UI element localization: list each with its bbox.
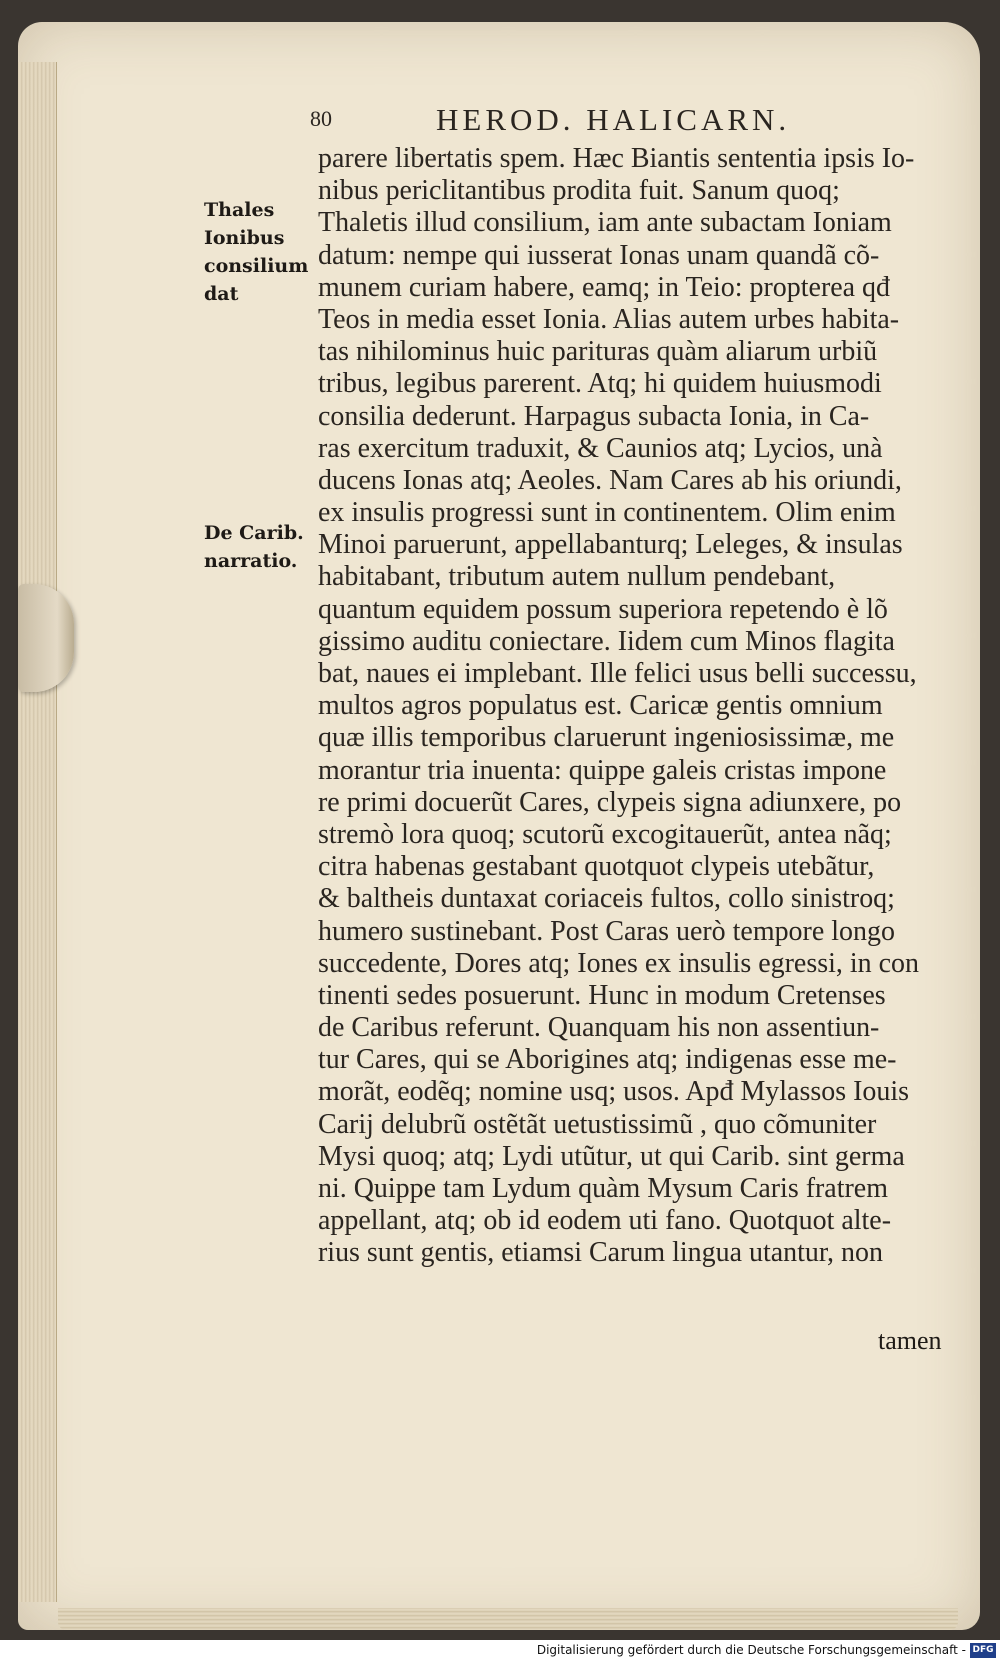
text-line: de Caribus referunt. Quanquam his non assentiun- xyxy=(318,1012,880,1044)
text-line: rius sunt gentis, etiamsi Carum lingua utantur, non xyxy=(318,1237,883,1269)
text-line: ni. Quippe tam Lydum quàm Mysum Caris fratrem xyxy=(318,1173,888,1204)
page-edges xyxy=(18,62,57,1602)
text-line: munem curiam habere, eamq; in Teio: propterea qđ xyxy=(318,271,891,303)
text-line: datum: nempe qui iusserat Ionas unam quandã cõ- xyxy=(318,239,880,271)
margin-note-thales: Thales Ionibus consilium dat xyxy=(204,199,309,305)
text-line: gissimo auditu coniectare. Iidem cum Minos flagita xyxy=(318,625,895,657)
text-line: Mysi quoq; atq; Lydi utũtur, ut qui Carib. sint germa xyxy=(318,1140,905,1172)
text-line: quæ illis temporibus claruerunt ingeniosissimæ, me xyxy=(318,722,895,754)
text-line: Teos in media esset Ionia. Alias autem urbes habita- xyxy=(318,303,900,335)
body-text xyxy=(318,143,958,1270)
text-line: tinenti sedes posuerunt. Hunc in modum Cretenses xyxy=(318,979,886,1011)
text-line: re primi docuerũt Cares, clypeis signa adiunxere, po xyxy=(318,786,902,818)
catchword: tamen xyxy=(878,1326,942,1355)
text-line: bat, naues ei implebant. Ille felici usus belli successu, xyxy=(318,658,917,689)
text-line: ex insulis progressi sunt in continentem. Olim enim xyxy=(318,497,896,529)
text-line: tribus, legibus parerent. Atq; hi quidem huiusmodi xyxy=(318,368,882,400)
text-line: Carij delubrũ ostẽtãt uetustissimũ , quo cõmuniter xyxy=(318,1108,877,1140)
text-line: ducens Ionas atq; Aeoles. Nam Cares ab his oriundi, xyxy=(318,464,902,496)
text-line: ras exercitum traduxit, & Caunios atq; Lycios, unà xyxy=(318,432,883,464)
digitization-footer xyxy=(0,1640,1000,1663)
text-line: consilia dederunt. Harpagus subacta Ionia, in Ca- xyxy=(318,400,870,432)
text-line: tur Cares, qui se Aborigines atq; indigenas esse me- xyxy=(318,1044,897,1076)
text-line: multos agros populatus est. Caricæ gentis omnium xyxy=(318,690,883,722)
text-line: nibus periclitantibus prodita fuit. Sanum quoq; xyxy=(318,175,840,207)
dfg-logo: DFG xyxy=(970,1643,996,1658)
text-line: & baltheis duntaxat coriaceis fultos, collo sinistroq; xyxy=(318,883,895,915)
footer-credit: Digitalisierung gefördert durch die Deutsche Forschungsgemeinschaft - xyxy=(536,1643,966,1657)
text-line: humero sustinebant. Post Caras uerò tempore longo xyxy=(318,915,895,947)
text-line: parere libertatis spem. Hæc Biantis sententia ipsis Io- xyxy=(318,143,915,174)
text-line: citra habenas gestabant quotquot clypeis utebãtur, xyxy=(318,851,875,883)
text-line: habitabant, tributum autem nullum pendebant, xyxy=(318,561,836,593)
text-line: Minoi paruerunt, appellabanturq; Leleges, & insulas xyxy=(318,529,903,561)
text-line: tas nihilominus huic parituras quàm aliarum urbiũ xyxy=(318,336,878,368)
book-clasp xyxy=(18,584,74,692)
text-line: stremò lora quoq; scutorũ excogitauerũt, antea nãq; xyxy=(318,818,892,850)
running-title: HEROD. HALICARN. xyxy=(436,102,791,137)
text-line: morantur tria inuenta: quippe galeis cristas impone xyxy=(318,754,887,786)
text-line: Thaletis illud consilium, iam ante subactam Ioniam xyxy=(318,207,892,239)
page-bottom-edge xyxy=(58,1608,958,1630)
text-line: appellant, atq; ob id eodem uti fano. Quotquot alte- xyxy=(318,1205,892,1237)
margin-note-carib: De Carib. narratio. xyxy=(204,522,304,572)
text-line: succedente, Dores atq; Iones ex insulis egressi, in con xyxy=(318,947,919,979)
folio-number: 80 xyxy=(310,106,332,131)
text-line: morãt, eodẽq; nomine usq; usos. Apđ Mylassos Iouis xyxy=(318,1076,910,1108)
page-header xyxy=(310,102,880,142)
text-line: quantum equidem possum superiora repetendo è lõ xyxy=(318,593,888,625)
